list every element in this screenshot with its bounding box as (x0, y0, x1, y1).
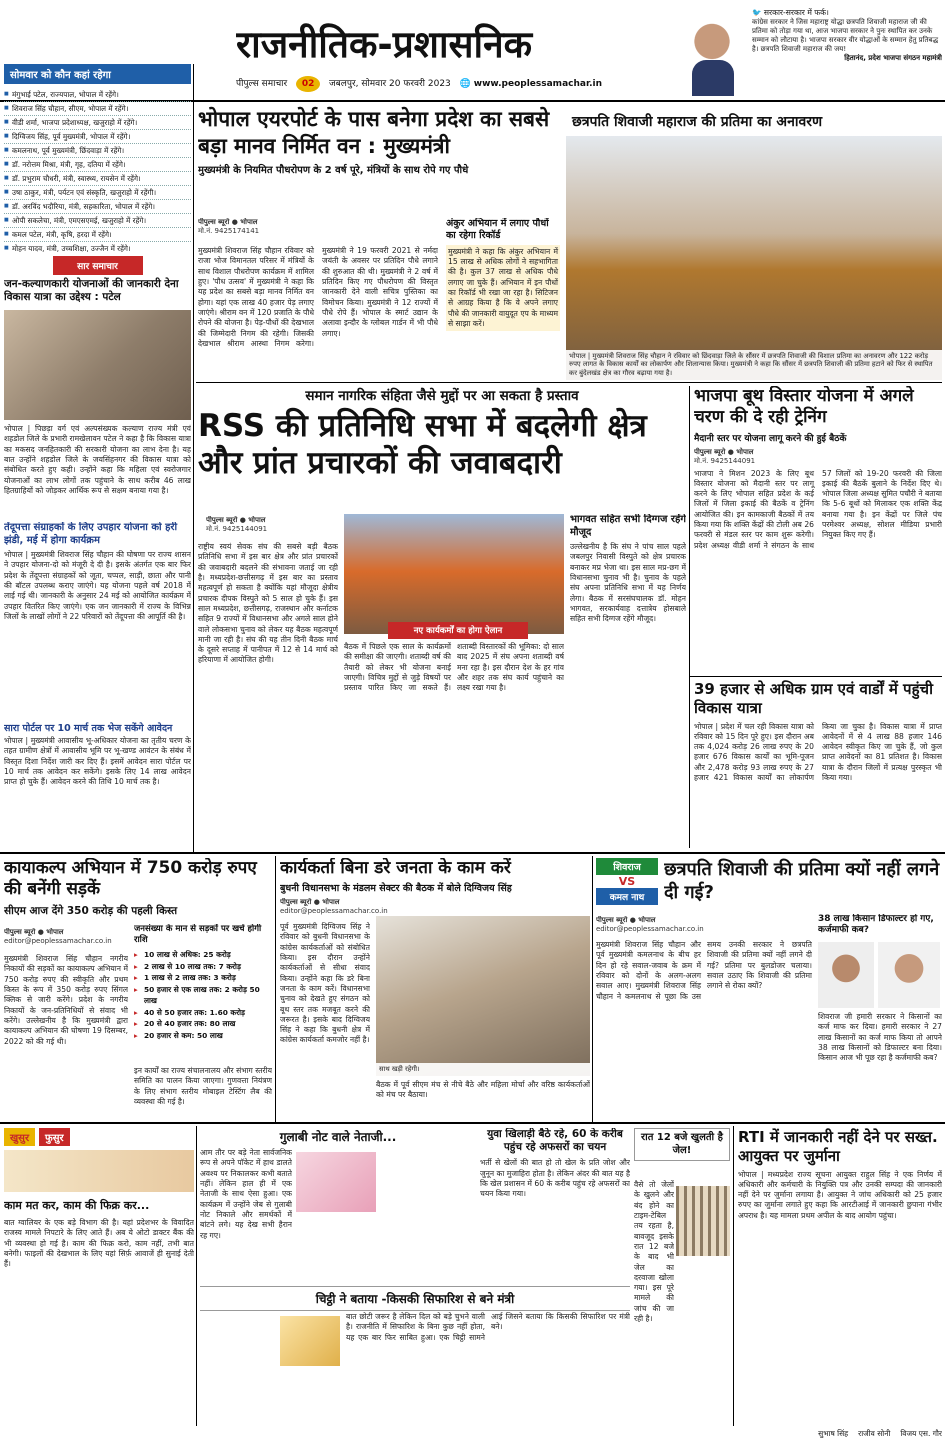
vs-badge (596, 858, 658, 914)
kayakalp-point: ▸ 2 लाख से 10 लाख तक: 7 करोड़ (134, 961, 272, 973)
directory-item: ■ ओपी सकलेचा, मंत्री, एमएसएमई, खजुराहो में रहेंगे। (4, 214, 191, 228)
lead-body: मुख्यमंत्री शिवराज सिंह चौहान रविवार को राजा भोज विमानतल परिसर में मंत्रियों के साथ विशाल पौधरोपण कार्यक्रम में शामिल हुए। 'पौध उत्सव' में मुख्यमंत्री ने कहा कि यह प्रदेश का सबसे बड़ा मानव निर्मित वन होगा। यहां एक लाख 40 हजार पेड़ लगाए जाएंगे। श्रीराम वन में 120 प्रजाति के पौधे रोपने की योजना है। पेड़-पौधों की देखभाल की जिम्मेदारी निगम की रहेगी। जिसकी देखभाल श्रीराम आस्था निगम करेगा। मुख्यमंत्री ने 19 फरवरी 2021 से नर्मदा जयंती के अवसर पर प्रतिदिन पौधे लगाने की शुरुआत की थी। मुख्यमंत्री ने 2 वर्ष में प्रतिदिन किए गए पौधरोपण की विस्तृत जानकारी देने वाली सचित्र पुस्तिका का विमोचन किया। मुख्यमंत्री ने 12 राज्यों में पौधे रोपे हैं। भोपाल के स्मार्ट उद्यान के अलावा इन्दौर के ग्लोबल गार्डन में भी पौधे लगाए। (198, 246, 438, 348)
directory-item: ■ दिग्विजय सिंह, पूर्व मुख्यमंत्री, भोपाल में रहेंगे। (4, 130, 191, 144)
rss-byline-phone: मो.नं. 9425144091 (206, 525, 268, 533)
karzmafi-headline: 38 लाख किसान डिफाल्टर हो गए, कर्जमाफी कब? (818, 914, 934, 936)
directory-item: ■ मंगुभाई पटेल, राज्यपाल, भोपाल में रहेंगे। (4, 88, 191, 102)
kayakalp-point: ▸ 1 लाख से 2 लाख तक: 3 करोड़ (134, 972, 272, 984)
kayakalp-point: ▸ 10 लाख से अधिक: 25 करोड़ (134, 949, 272, 961)
shivraj-photo (818, 942, 874, 1008)
directory-item: ■ उषा ठाकुर, मंत्री, पर्यटन एवं संस्कृति, खजुराहो में रहेंगी। (4, 186, 191, 200)
kayakalp-body2: इन कार्यों का राज्य संचालनालय और संभाग स्तरीय समिति का पालन किया जाएगा। गुणवत्ता नियंत्रण के लिए संभाग स्तरीय मोबाइल टेस्टिंग लैब की व्यवस्था की गई है। (134, 1066, 272, 1106)
lead-deck: मुख्यमंत्री के नियमित पौधरोपण के 2 वर्ष पूरे, मंत्रियों के साथ रोपे गए पौधे (198, 165, 469, 177)
kayakalp-headline: कायाकल्प अभियान में 750 करोड़ रुपए की बनेंगी सड़कें (4, 858, 257, 900)
directory-item: ■ डॉ. नरोत्तम मिश्रा, मंत्री, गृह, दतिया में रहेंगे। (4, 158, 191, 172)
shivaji-q-byline (596, 916, 726, 933)
directory-item: ■ वीडी शर्मा, भाजपा प्रदेशाध्यक्ष, खजुराहो में रहेंगे। (4, 116, 191, 130)
shivaji-q-byline-email: editor@peoplessamachar.co.in (596, 925, 704, 933)
sar-body: भोपाल | पिछड़ा वर्ग एवं अल्पसंख्यक कल्याण राज्य मंत्री एवं शहडोल जिले के प्रभारी रामखेलावन पटेल ने कहा है कि विकास यात्रा का मकसद जनहितकारी की सरकारी योजना का लाभ देना है। यह बात उन्होंने शहडोल जिले के जयसिंहनगर की विकास यात्रा को संबोधित करते हुए कही। उन्होंने कहा कि महिला एवं स्वरोजगार योजनाओं का लाभ लोगों तक पहुंचाने के साथ करीब 46 लाख हितग्राहियों को जोड़कर आर्थिक रूप से सक्षम बनाया गया है। (4, 424, 191, 495)
footer-credit: राजीव सोनी (858, 1429, 891, 1438)
rti-headline: RTI में जानकारी नहीं देने पर सख्त. आयुक्त पर जुर्माना (738, 1128, 938, 1165)
yuva-body: भर्ती से खेलों की बात हो तो खेल के प्रति जोश और जुनून का मुजाहिरा होता है। लेकिन अंदर की बात यह है कि खेल प्रशासन में 60 के करीब पहुंच रहे अफसरों का चयन किया गया। (480, 1158, 630, 1199)
rss-rally-photo (344, 514, 564, 634)
shivaji-q-byline-name: पीपुल्स ब्यूरो ● भोपाल (596, 916, 656, 924)
kayakalp-box (134, 924, 272, 1062)
rss-byline-name: पीपुल्स ब्यूरो ● भोपाल (206, 516, 266, 524)
cartoon-illustration (4, 1150, 194, 1192)
booth-deck: मैदानी स्तर पर योजना लागू करने की हुई बैठकें (694, 433, 847, 444)
shivraj-vs-kamalnath (596, 858, 942, 1120)
ankur-title: अंकुर अभियान में लगाए पौधों का रहेगा रिकॉर्ड (446, 218, 549, 241)
yuva-story (480, 1128, 630, 1282)
booth-body: भाजपा ने मिशन 2023 के लिए बूथ विस्तार योजना को मैदानी स्तर पर लागू करने के लिए भोपाल सहित प्रदेश के कई जिलों में जिला इकाई की बैठकें व ट्रेनिंग आयोजित की। इन कामकाजी बैठकों में तय किया गया कि शक्ति केंद्रों की टोली अब 26 फरवरी से मंडल स्तर पर काम शुरू करेगी। प्रदेश अध्यक्ष वीडी शर्मा ने संगठन के साथ 57 जिलों को 19-20 फरवरी की जिला इकाई की बैठकें बुलाने के निर्देश दिए थे। भोपाल जिला अध्यक्ष सुमित पचौरी ने बताया कि 5-6 बूथों को मिलाकर एक शक्ति केंद्र बनाया गया है। इन केंद्रों पर जिले पंच परमेश्वर अध्यक्ष, सोशल मीडिया प्रभारी नियुक्त किए गए हैं। (694, 468, 942, 550)
rss-side (570, 514, 686, 844)
ankur-box (446, 218, 560, 378)
digvijay-story (280, 858, 590, 1120)
author-portrait (674, 8, 750, 96)
booth-byline (694, 448, 942, 466)
vikas-yatra-photo (4, 310, 191, 420)
sar-samachar (4, 256, 191, 518)
sara-headline: सारा पोर्टल पर 10 मार्च तक भेज सकेंगे आवेदन (4, 723, 173, 734)
dateline: जबलपुर, सोमवार 20 फरवरी 2023 (328, 79, 451, 89)
directory-item: ■ डॉ. अरविंद भदौरिया, मंत्री, सहकारिता, भोपाल में रहेंगे। (4, 200, 191, 214)
tweet-author: हितानंद, प्रदेश भाजपा संगठन महामंत्री (844, 54, 942, 63)
kayakalp-story (4, 858, 272, 1120)
tweet-text: कांग्रेस सरकार ने जिस महाराष्ट्र योद्धा छत्रपति शिवाजी महाराज जी की प्रतिमा को तोड़ा गया था, आज भाजपा सरकार ने पुनः स्थापित कर उनके सम्मान को लौटाया है। भाजपा सरकार वीर योद्धाओं के सम्मान हेतु प्रतिबद्ध है। छत्रपति शिवाजी महाराज की जय! (752, 18, 939, 54)
digvijay-photo (376, 916, 590, 1076)
shivaji-q-headline: छत्रपति शिवाजी की प्रतिमा क्यों नहीं लगने दी गई? (664, 859, 940, 904)
digvijay-photo-caption: साथ खड़ी रहेगी। (376, 1063, 590, 1076)
twitter-icon: 🐦 (752, 8, 762, 17)
rss-body: राष्ट्रीय स्वयं सेवक संघ की सबसे बड़ी बैठक प्रतिनिधि सभा में इस बार क्षेत्र और प्रांत प्रचारकों की जवाबदारी बदलने की संभावना जताई जा रही है। मध्यप्रदेश-छत्तीसगढ़ में इस बार का प्रस्ताव महत्वपूर्ण हो सकता है क्योंकि यहां मौजूदा क्षेत्रीय प्रचारक दीपक विस्पुते को 5 साल हो चुके हैं। इस साल मध्यप्रदेश, छत्तीसगढ़, राजस्थान और कर्नाटक सहित 9 राज्यों में विधानसभा और अगले साल होने वाले लोकसभा चुनाव को लेकर यह बैठक महत्वपूर्ण मानी जा रही है। संघ की यह तीन दिनी बैठक मार्च के दूसरे सप्ताह में पानीपत में 12 से 14 मार्च को हरियाणा में आयोजित होगी। (198, 542, 338, 665)
tendu-body: भोपाल | मुख्यमंत्री शिवराज सिंह चौहान की घोषणा पर राज्य शासन ने उपहार योजना-दो को मंजूरी दे दी है। इसके अंतर्गत एक बार फिर प्रदेश के तेंदूपत्ता संग्राहकों को जूता, चप्पल, साड़ी, छाता और पानी की बॉटल उपलब्ध कराए जाएंगे। यह योजना पहले वर्ष 2018 में लाई गई थी। जानकारी के अनुसार 24 मई को आयोजित कार्यक्रम में उपहार वितरित किए जाएंगे। एक जन जानकारी में राज्य के विभिन्न जिलों के लाखों लोगों ने 22 परिवारों को तेंदूपत्ता की आपूर्ति की है। (4, 550, 191, 621)
directory-item: ■ कमलनाथ, पूर्व मुख्यमंत्री, छिंदवाड़ा में रहेंगे। (4, 144, 191, 158)
khusur-label: खुसुर (4, 1128, 35, 1146)
lead-byline-name: पीपुल्स ब्यूरो ● भोपाल (198, 218, 258, 226)
karzmafi-body: शिवराज जी हमारी सरकार ने किसानों का कर्ज माफ कर दिया। हमारी सरकार ने 27 लाख किसानों का कर्ज माफ किया तो आपने 38 लाख किसानों को डिफाल्टर बना दिया। किसान आज भी पूछ रहा है कर्जमाफी कब? (818, 1012, 942, 1063)
tendu-story (4, 522, 191, 852)
kayakalp-point: ▸ 50 हजार से एक लाख तक: 2 करोड़ 50 लाख (134, 984, 272, 1007)
letter-illustration (280, 1316, 340, 1366)
chitthi-story (200, 1286, 630, 1424)
dateline-bar (236, 76, 676, 92)
footer-credit: सुभाष सिंह (818, 1429, 849, 1438)
rti-story (738, 1128, 942, 1424)
kamalnath-photo (878, 942, 940, 1008)
jail-story (634, 1128, 730, 1424)
digvijay-headline: कार्यकर्ता बिना डरे जनता के काम करें (280, 858, 511, 878)
sara-body: भोपाल | मुख्यमंत्री आवासीय भू-अधिकार योजना का तृतीय चरण के तहत ग्रामीण क्षेत्रों में आवासीय भूमि पर भू-खण्ड आवंटन के संबंध में विस्तृत दिशा निर्देश जारी कर दिए हैं। इसमें आवेदन सारा पोर्टल पर 10 मार्च तक आवेदन कर सकेंगे। इसके लिए 14 लाख आवेदन प्राप्त हो चुके हैं। आवेदन करने की तिथि 10 मार्च तक है। (4, 736, 191, 787)
paper-name: पीपुल्स समाचार (236, 79, 288, 89)
fusur-label: फुसुर (39, 1128, 70, 1146)
directory-item: ■ कमल पटेल, मंत्री, कृषि, हरदा में रहेंगे। (4, 228, 191, 242)
directory-box (4, 64, 191, 252)
rss-byline (206, 516, 336, 534)
lead-story (198, 106, 560, 380)
gulabi-body: आम तौर पर बड़े नेता सार्वजनिक रूप से अपने पॉकेट में हाथ डालते अवश्य पर निकालकर कभी बताते नहीं। लेकिन हाल ही में एक नेताजी के साथ ऐसा हुआ। एक कार्यक्रम में उन्होंने जेब से गुलाबी नोट निकाले और समर्थकों में बांटने लगे। यह देख सभी हैरान रह गए। (200, 1148, 292, 1240)
tweet-label: सरकार-सरकार में फर्क। (763, 8, 829, 17)
kayakalp-point: ▸ 20 से 40 हजार तक: 80 लाख (134, 1018, 272, 1030)
chitthi-body: बात छोटी जरूर है लेकिन दिल को बड़े चुभने वाली है। राजनीति में सिफारिश के बिना कुछ नहीं होता, यह एक बार फिर साबित हुआ। एक चिट्ठी सामने आई जिसने बताया कि किसकी सिफारिश पर मंत्री बने। (346, 1312, 630, 1342)
footer-credits (568, 1426, 942, 1441)
gulabi-headline: गुलाबी नोट वाले नेताजी... (279, 1130, 397, 1144)
jail-gate-illustration (676, 1186, 730, 1256)
directory-list (4, 88, 191, 252)
khusur-header (4, 1128, 194, 1146)
rss-body2: बैठक में पिछले एक साल के कार्यक्रमों की समीक्षा की जाएगी। शताब्दी वर्ष की तैयारी को लेकर भी योजना बनाई जाएगी। विचित्र मुद्दों से जुड़े विषयों पर प्रस्ताव पारित किए जा सकते हैं। शताब्दी विस्तारकों की भूमिका: दो साल बाद 2025 में संघ अपना शताब्दी वर्ष मना रहा है। इस दौरान देश के हर गांव और शहर तक संघ कार्य पहुंचाने का लक्ष्य रखा गया है। (344, 642, 564, 693)
kayakalp-deck: सीएम आज देंगे 350 करोड़ की पहली किस्त (4, 904, 178, 917)
section-title: राजनीतिक-प्रशासनिक (236, 23, 533, 66)
badge-vs: VS (618, 875, 636, 888)
karzmafi-box (818, 914, 942, 1118)
rss-kicker: समान नागरिक संहिता जैसे मुद्दों पर आ सकता है प्रस्ताव (305, 388, 579, 404)
badge-kamalnath: कमल नाथ (596, 888, 658, 905)
gulabi-story (200, 1128, 476, 1282)
directory-item: ■ डॉ. प्रभुराम चौधरी, मंत्री, स्वास्थ्य, रायसेन में रहेंगे। (4, 172, 191, 186)
digvijay-body: पूर्व मुख्यमंत्री दिग्विजय सिंह ने रविवार को बुधनी विधानसभा के कांग्रेस कार्यकर्ताओं को संबोधित किया। इस दौरान उन्होंने कार्यकर्ताओं से सीधा संवाद किया। उन्होंने कहा कि डरे बिना जनता के काम करें। विधानसभा चुनाव को देखते हुए संगठन को बूथ स्तर तक मजबूत करने की जरूरत है। इसके बाद दिग्विजय सिंह ने कहा कि बुधनी क्षेत्र में कांग्रेस कार्यकर्ता कमजोर नहीं है। (280, 922, 370, 1045)
rss-photo-caption: नए कार्यकर्मों का होगा ऐलान (388, 622, 528, 639)
footer-credit: विजय एस. गौर (900, 1429, 942, 1438)
kayakalp-body: मुख्यमंत्री शिवराज सिंह चौहान नगरीय निकायों की सड़कों का कायाकल्प अभियान में 750 करोड़ रुपए की स्वीकृति और प्रथम किस्त के रूप में 350 करोड़ रुपए सिंगल क्लिक से जारी करेंगे। प्रदेश के नगरीय निकायों के जन-प्रतिनिधियों से संवाद भी करेंगे। उल्लेखनीय है कि मुख्यमंत्री द्वारा कायाकल्प अभियान की घोषणा 19 दिसम्बर, 2022 को की गई थी। (4, 954, 128, 1046)
rss-side-headline: भागवत सहित सभी दिग्गज रहेंगे मौजूद (570, 514, 686, 538)
rss-headline: RSS की प्रतिनिधि सभा में बदलेगी क्षेत्र और प्रांत प्रचारकों की जवाबदारी (198, 408, 647, 482)
vikas-body: भोपाल | प्रदेश में चल रही विकास यात्रा को रविवार को 15 दिन पूरे हुए। इस दौरान अब तक 4,024 करोड़ 26 लाख रुपए के 20 हजार 676 विकास कार्यों का भूमि-पूजन और 2,478 करोड़ 93 लाख रुपए के 27 हजार 421 विकास कार्यों का लोकार्पण किया जा चुका है। विकास यात्रा में प्राप्त आवेदनों में से 4 लाख 88 हजार 146 आवेदन स्वीकृत किए जा चुके हैं, जो कुल प्राप्त आवेदनों का 81 प्रतिशत है। विकास यात्रा के दौरान जिलों में प्रत्यक्ष पुरस्कृत भी किया गया। (694, 721, 942, 783)
lead-byline-phone: मो.नं. 9425174141 (198, 227, 260, 235)
tendu-headline: तेंदूपत्ता संग्राहकों के लिए उपहार योजना को हरी झंडी, मई में होगा कार्यक्रम (4, 522, 178, 546)
statue-photo (566, 136, 942, 380)
directory-item: ■ मोहन यादव, मंत्री, उच्चशिक्षा, उज्जैन में रहेंगे। (4, 242, 191, 252)
rss-story (198, 386, 686, 846)
digvijay-byline-email: editor@peoplessamachar.co.in (280, 907, 388, 915)
directory-title: सोमवार को कौन कहां रहेगा (4, 64, 191, 84)
booth-headline: भाजपा बूथ विस्तार योजना में अगले चरण की दे रही ट्रेनिंग (694, 386, 914, 428)
chitthi-headline: चिट्ठी ने बताया -किसकी सिफारिश से बने मंत्री (200, 1286, 630, 1311)
rss-side-body: उल्लेखनीय है कि संघ ने पांच साल पहले जबलपुर निवासी विस्पुते को क्षेत्र प्रचारक बनाकर मप्र भेजा था। इस साल मप्र-छग में विधानसभा चुनाव भी है। चुनाव के पहले संघ अपना प्रतिनिधि सभा में यह निर्णय लेगा। बैठक में सरसंघचालक डॉ. मोहन भागवत, सरकार्यवाह दत्तात्रेय होसबाले सहित सभी दिग्गज रहेंगे मौजूद। (570, 542, 686, 624)
statue-story (566, 106, 942, 380)
rti-body: भोपाल | मध्यप्रदेश राज्य सूचना आयुक्त राहुल सिंह ने एक निर्णय में अधिकारी और कर्मचारी के नियुक्ति पत्र और उनकी सम्पदा की जानकारी नहीं देने पर जुर्माना लगाया है। आयुक्त ने जांच अधिकारी को 25 हजार रुपए का जुर्माना लगाते हुए कहा कि आरटीआई में जानकारी छुपाना गंभीर अपराध है। यह मामला प्रथम अपील के बाद आयोग पहुंचा। (738, 1169, 942, 1220)
kayakalp-point: ▸ 20 हजार से कम: 50 लाख (134, 1030, 272, 1042)
digvijay-deck: बुधनी विधानसभा के मंडलम सेक्टर की बैठक में बोले दिग्विजय सिंह (280, 883, 512, 895)
directory-item: ■ शिवराज सिंह चौहान, सीएम, भोपाल में रहेंगे। (4, 102, 191, 116)
kayakalp-byline-name: पीपुल्स ब्यूरो ● भोपाल (4, 928, 64, 936)
statue-headline: छत्रपति शिवाजी महाराज की प्रतिमा का अनावरण (572, 114, 823, 130)
ankur-body: मुख्यमंत्री ने कहा कि अंकुर अभियान में 15 लाख से अधिक लोगों ने सहभागिता की है। कुल 37 लाख से अधिक पौधे लगाए जा चुके हैं। अभियान में इन पौधों का रिकॉर्ड भी रखा जा रहा है। सिटिजन से आग्रह किया है कि वे अपने लगाए पौधे की जानकारी वायुदूत एप के माध्यम से साझा करें। (446, 245, 560, 332)
jail-body: वैसे तो जेलों के खुलने और बंद होने का टाइम-टेबिल तय रहता है, बावजूद इसके रात 12 बजे के बाद भी जेल का दरवाजा खोला गया। इस पूरे मामले की जांच की जा रही है। (634, 1180, 674, 1324)
kayakalp-byline-email: editor@peoplessamachar.co.in (4, 937, 112, 945)
kayakalp-point: ▸ 40 से 50 हजार तक: 1.60 करोड़ (134, 1007, 272, 1019)
vikas-headline: 39 हजार से अधिक ग्राम एवं वार्डों में पहुंची विकास यात्रा (694, 680, 933, 717)
sar-samachar-tag: सार समाचार (53, 256, 143, 275)
sar-headline: जन-कल्याणकारी योजनाओं की जानकारी देना विकास यात्रा का उद्देश्य : पटेल (4, 278, 179, 304)
khusur-fusur (4, 1128, 194, 1440)
globe-icon: 🌐 (459, 79, 471, 89)
page-number: 02 (296, 76, 320, 92)
vikas-story (694, 680, 942, 850)
kayakalp-box-title: जनसंख्या के मान से सड़कों पर खर्च होगी राशि (134, 924, 262, 946)
lead-byline (198, 218, 318, 236)
digvijay-body2: बैठक में पूर्व सीएम मंच से नीचे बैठे और महिला मोर्चा और वरिष्ठ कार्यकर्ताओं को मंच पर बैठाया। (376, 1080, 590, 1100)
tweet-box (752, 8, 942, 98)
digvijay-byline (280, 898, 410, 915)
booth-byline-phone: मो.नं. 9425144091 (694, 456, 756, 465)
booth-story (694, 386, 942, 676)
booth-byline-name: पीपुल्स ब्यूरो ● भोपाल (694, 447, 754, 456)
jail-headline: रात 12 बजे खुलती है जेल! (634, 1128, 730, 1161)
badge-shivraj: शिवराज (596, 858, 658, 875)
statue-caption: भोपाल | मुख्यमंत्री शिवराज सिंह चौहान ने रविवार को छिंदवाड़ा जिले के सौंसर में छत्रपति शिवाजी की विशाल प्रतिमा का अनावरण और 122 करोड़ रुपए लागत के विकास कार्यों का लोकार्पण और शिलान्यास किया। मुख्यमंत्री ने कहा कि सौंसर में छत्रपति शिवाजी की प्रतिमा हटाने को फिर से स्थापित कर बुंदेलखंड क्षेत्र का गौरव बढ़ाया गया है। (566, 350, 942, 380)
website: www.peoplessamachar.in (473, 79, 603, 89)
shivaji-q-body: मुख्यमंत्री शिवराज सिंह चौहान और पूर्व मुख्यमंत्री कमलनाथ के बीच हर दिन हो रहे सवाल-जवाब के क्रम में रविवार को दोनों के अलग-अलग सवाल आए। मुख्यमंत्री शिवराज सिंह चौहान ने कमलनाथ से पूछा कि उस समय उनकी सरकार ने छत्रपति शिवाजी की प्रतिमा क्यों नहीं लगने दी गई? प्रतिमा पर बुलडोजर चलाया। सवाल उठाए कि शिवाजी की प्रतिमा लगाने से रोका क्यों? (596, 940, 812, 1001)
lead-headline: भोपाल एयरपोर्ट के पास बनेगा प्रदेश का सबसे बड़ा मानव निर्मित वन : मुख्यमंत्री (198, 107, 550, 158)
yuva-headline: युवा खिलाड़ी बैठे रहे, 60 के करीब पहुंच रहे अफसरों का चयन (487, 1128, 623, 1154)
khusur-body: बात ग्वालियर के एक बड़े विभाग की है। यहां प्रदेशभर के विवादित राजस्व मामले निपटारे के लिए आते हैं। अब ये ओटो डाक्टर बैंक की भी व्यवस्था हो गई है। काम की फिक्र करो, काम नहीं, तभी बात बनेगी। फाइलों की देखभाल के लिए यहां सिर्फ़ आवाजें ही सुनाई देती हैं। (4, 1218, 194, 1269)
cartoon-notes (296, 1152, 376, 1212)
khusur-headline: काम मत कर, काम की फिक्र कर... (4, 1199, 150, 1212)
digvijay-byline-name: पीपुल्स ब्यूरो ● भोपाल (280, 898, 340, 906)
kayakalp-points (134, 949, 272, 1041)
kayakalp-byline (4, 928, 134, 945)
